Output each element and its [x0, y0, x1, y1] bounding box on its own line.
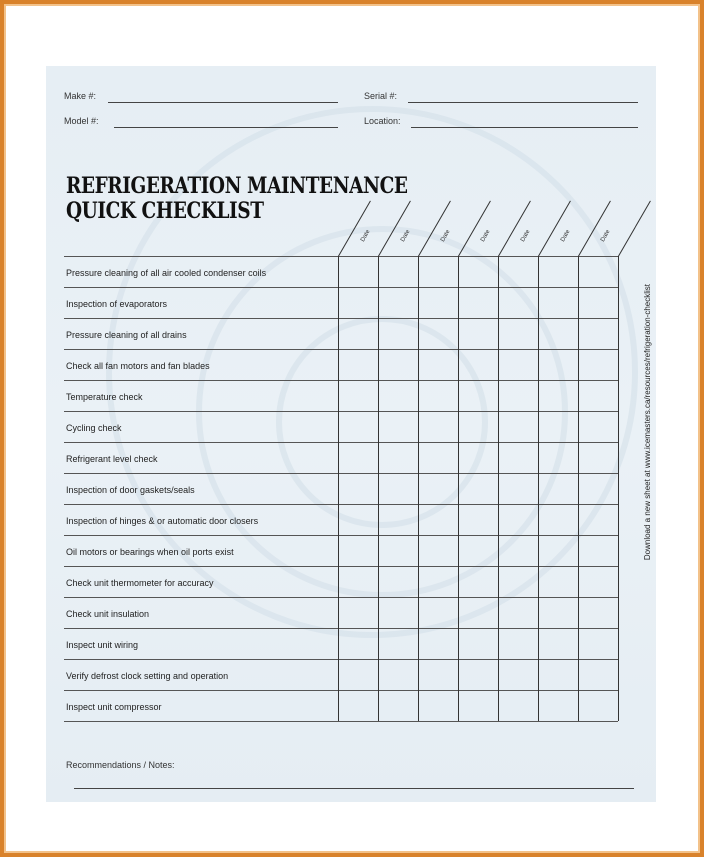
serial-field[interactable] — [408, 102, 638, 103]
check-cell[interactable] — [418, 597, 458, 628]
check-cell[interactable] — [378, 628, 418, 659]
row-divider — [64, 256, 618, 257]
checklist-item-label: Check unit thermometer for accuracy — [66, 578, 214, 588]
check-cell[interactable] — [378, 256, 418, 287]
check-cell[interactable] — [538, 318, 578, 349]
check-cell[interactable] — [418, 473, 458, 504]
check-cell[interactable] — [458, 380, 498, 411]
check-cell[interactable] — [538, 690, 578, 721]
date-column-label: Date — [440, 229, 452, 243]
check-cell[interactable] — [418, 318, 458, 349]
check-cell[interactable] — [458, 442, 498, 473]
check-cell[interactable] — [418, 628, 458, 659]
check-cell[interactable] — [458, 504, 498, 535]
checklist-item-label: Oil motors or bearings when oil ports exist — [66, 547, 234, 557]
check-cell[interactable] — [378, 473, 418, 504]
check-cell[interactable] — [338, 659, 378, 690]
check-cell[interactable] — [458, 628, 498, 659]
check-cell[interactable] — [578, 318, 618, 349]
column-divider — [418, 256, 419, 721]
check-cell[interactable] — [578, 659, 618, 690]
check-cell[interactable] — [498, 349, 538, 380]
model-label: Model #: — [64, 116, 99, 126]
check-cell[interactable] — [338, 597, 378, 628]
check-cell[interactable] — [498, 690, 538, 721]
checklist-item-label: Inspection of door gaskets/seals — [66, 485, 195, 495]
check-cell[interactable] — [578, 411, 618, 442]
page-title — [66, 174, 408, 224]
check-cell[interactable] — [458, 318, 498, 349]
check-cell[interactable] — [538, 566, 578, 597]
check-cell[interactable] — [338, 318, 378, 349]
checklist-item-label: Inspection of evaporators — [66, 299, 168, 309]
check-cell[interactable] — [418, 287, 458, 318]
check-cell[interactable] — [338, 535, 378, 566]
check-cell[interactable] — [578, 473, 618, 504]
check-cell[interactable] — [338, 380, 378, 411]
check-cell[interactable] — [578, 287, 618, 318]
check-cell[interactable] — [538, 504, 578, 535]
check-cell[interactable] — [378, 287, 418, 318]
check-cell[interactable] — [498, 566, 538, 597]
checklist-item-label: Pressure cleaning of all drains — [66, 330, 187, 340]
check-cell[interactable] — [538, 411, 578, 442]
check-cell[interactable] — [578, 597, 618, 628]
check-cell[interactable] — [498, 256, 538, 287]
check-cell[interactable] — [538, 349, 578, 380]
check-cell[interactable] — [578, 690, 618, 721]
check-cell[interactable] — [418, 504, 458, 535]
side-note: Download a new sheet at www.icemasters.ca/resources/refrigeration-checklist — [643, 284, 652, 561]
check-cell[interactable] — [378, 690, 418, 721]
check-cell[interactable] — [578, 256, 618, 287]
make-field[interactable] — [108, 102, 338, 103]
column-divider — [338, 256, 339, 721]
date-column-label: Date — [600, 229, 612, 243]
checklist-item-label: Refrigerant level check — [66, 454, 158, 464]
check-cell[interactable] — [418, 442, 458, 473]
checklist-item-label: Pressure cleaning of all air cooled condenser coils — [66, 268, 267, 278]
check-cell[interactable] — [418, 690, 458, 721]
check-cell[interactable] — [338, 566, 378, 597]
check-cell[interactable] — [578, 504, 618, 535]
column-divider — [378, 256, 379, 721]
check-cell[interactable] — [458, 566, 498, 597]
make-label: Make #: — [64, 91, 97, 101]
checklist-item-label: Inspect unit wiring — [66, 640, 139, 650]
column-divider — [498, 256, 499, 721]
check-cell[interactable] — [338, 411, 378, 442]
check-cell[interactable] — [458, 287, 498, 318]
check-cell[interactable] — [578, 535, 618, 566]
check-cell[interactable] — [458, 597, 498, 628]
check-cell[interactable] — [338, 287, 378, 318]
checklist-item-label: Temperature check — [66, 392, 143, 402]
checklist-item-label: Cycling check — [66, 423, 122, 433]
check-cell[interactable] — [418, 535, 458, 566]
check-cell[interactable] — [458, 535, 498, 566]
check-cell[interactable] — [578, 380, 618, 411]
check-cell[interactable] — [538, 628, 578, 659]
notes-line[interactable] — [74, 788, 634, 789]
check-cell[interactable] — [578, 628, 618, 659]
model-field[interactable] — [114, 127, 338, 128]
checklist-item-label: Inspect unit compressor — [66, 702, 162, 712]
check-cell[interactable] — [458, 256, 498, 287]
checklist-item-label: Inspection of hinges & or automatic door closers — [66, 516, 259, 526]
check-cell[interactable] — [538, 442, 578, 473]
column-divider — [538, 256, 539, 721]
check-cell[interactable] — [498, 287, 538, 318]
check-cell[interactable] — [338, 690, 378, 721]
check-cell[interactable] — [458, 473, 498, 504]
check-cell[interactable] — [378, 659, 418, 690]
check-cell[interactable] — [498, 318, 538, 349]
location-field[interactable] — [411, 127, 638, 128]
check-cell[interactable] — [578, 349, 618, 380]
check-cell[interactable] — [378, 411, 418, 442]
date-header-slant — [618, 201, 651, 257]
check-cell[interactable] — [418, 566, 458, 597]
check-cell[interactable] — [418, 411, 458, 442]
title-line-2: QUICK CHECKLIST — [66, 198, 264, 224]
date-column-label: Date — [360, 229, 372, 243]
serial-label: Serial #: — [364, 91, 398, 101]
check-cell[interactable] — [498, 504, 538, 535]
notes-label: Recommendations / Notes: — [66, 760, 175, 770]
check-cell[interactable] — [538, 597, 578, 628]
check-cell[interactable] — [498, 659, 538, 690]
date-column-label: Date — [400, 229, 412, 243]
date-column-label: Date — [560, 229, 572, 243]
check-cell[interactable] — [418, 659, 458, 690]
title-line-1: REFRIGERATION MAINTENANCE — [66, 173, 408, 199]
location-label: Location: — [364, 116, 401, 126]
check-cell[interactable] — [458, 659, 498, 690]
check-cell[interactable] — [498, 411, 538, 442]
check-cell[interactable] — [498, 473, 538, 504]
check-cell[interactable] — [578, 442, 618, 473]
date-column-label: Date — [480, 229, 492, 243]
check-cell[interactable] — [378, 535, 418, 566]
check-cell[interactable] — [498, 628, 538, 659]
check-cell[interactable] — [418, 256, 458, 287]
check-cell[interactable] — [378, 442, 418, 473]
check-cell[interactable] — [538, 473, 578, 504]
check-cell[interactable] — [498, 380, 538, 411]
checklist-item-label: Check all fan motors and fan blades — [66, 361, 210, 371]
check-cell[interactable] — [498, 597, 538, 628]
check-cell[interactable] — [458, 690, 498, 721]
check-cell[interactable] — [378, 318, 418, 349]
check-cell[interactable] — [578, 566, 618, 597]
check-cell[interactable] — [338, 504, 378, 535]
check-cell[interactable] — [338, 256, 378, 287]
column-divider — [578, 256, 579, 721]
date-column-label: Date — [520, 229, 532, 243]
check-cell[interactable] — [538, 535, 578, 566]
check-cell[interactable] — [338, 473, 378, 504]
check-cell[interactable] — [418, 380, 458, 411]
check-cell[interactable] — [418, 349, 458, 380]
check-cell[interactable] — [338, 628, 378, 659]
checklist-sheet — [46, 66, 656, 802]
check-cell[interactable] — [458, 411, 498, 442]
check-cell[interactable] — [538, 659, 578, 690]
check-cell[interactable] — [378, 504, 418, 535]
checklist-item-label: Check unit insulation — [66, 609, 150, 619]
column-divider — [458, 256, 459, 721]
check-cell[interactable] — [378, 349, 418, 380]
checklist-item-label: Verify defrost clock setting and operation — [66, 671, 229, 681]
check-cell[interactable] — [538, 287, 578, 318]
check-cell[interactable] — [538, 256, 578, 287]
row-divider — [64, 721, 618, 722]
check-cell[interactable] — [378, 566, 418, 597]
check-cell[interactable] — [498, 535, 538, 566]
check-cell[interactable] — [538, 380, 578, 411]
check-cell[interactable] — [458, 349, 498, 380]
check-cell[interactable] — [498, 442, 538, 473]
check-cell[interactable] — [338, 442, 378, 473]
check-cell[interactable] — [378, 380, 418, 411]
check-cell[interactable] — [338, 349, 378, 380]
column-divider — [618, 256, 619, 721]
check-cell[interactable] — [378, 597, 418, 628]
